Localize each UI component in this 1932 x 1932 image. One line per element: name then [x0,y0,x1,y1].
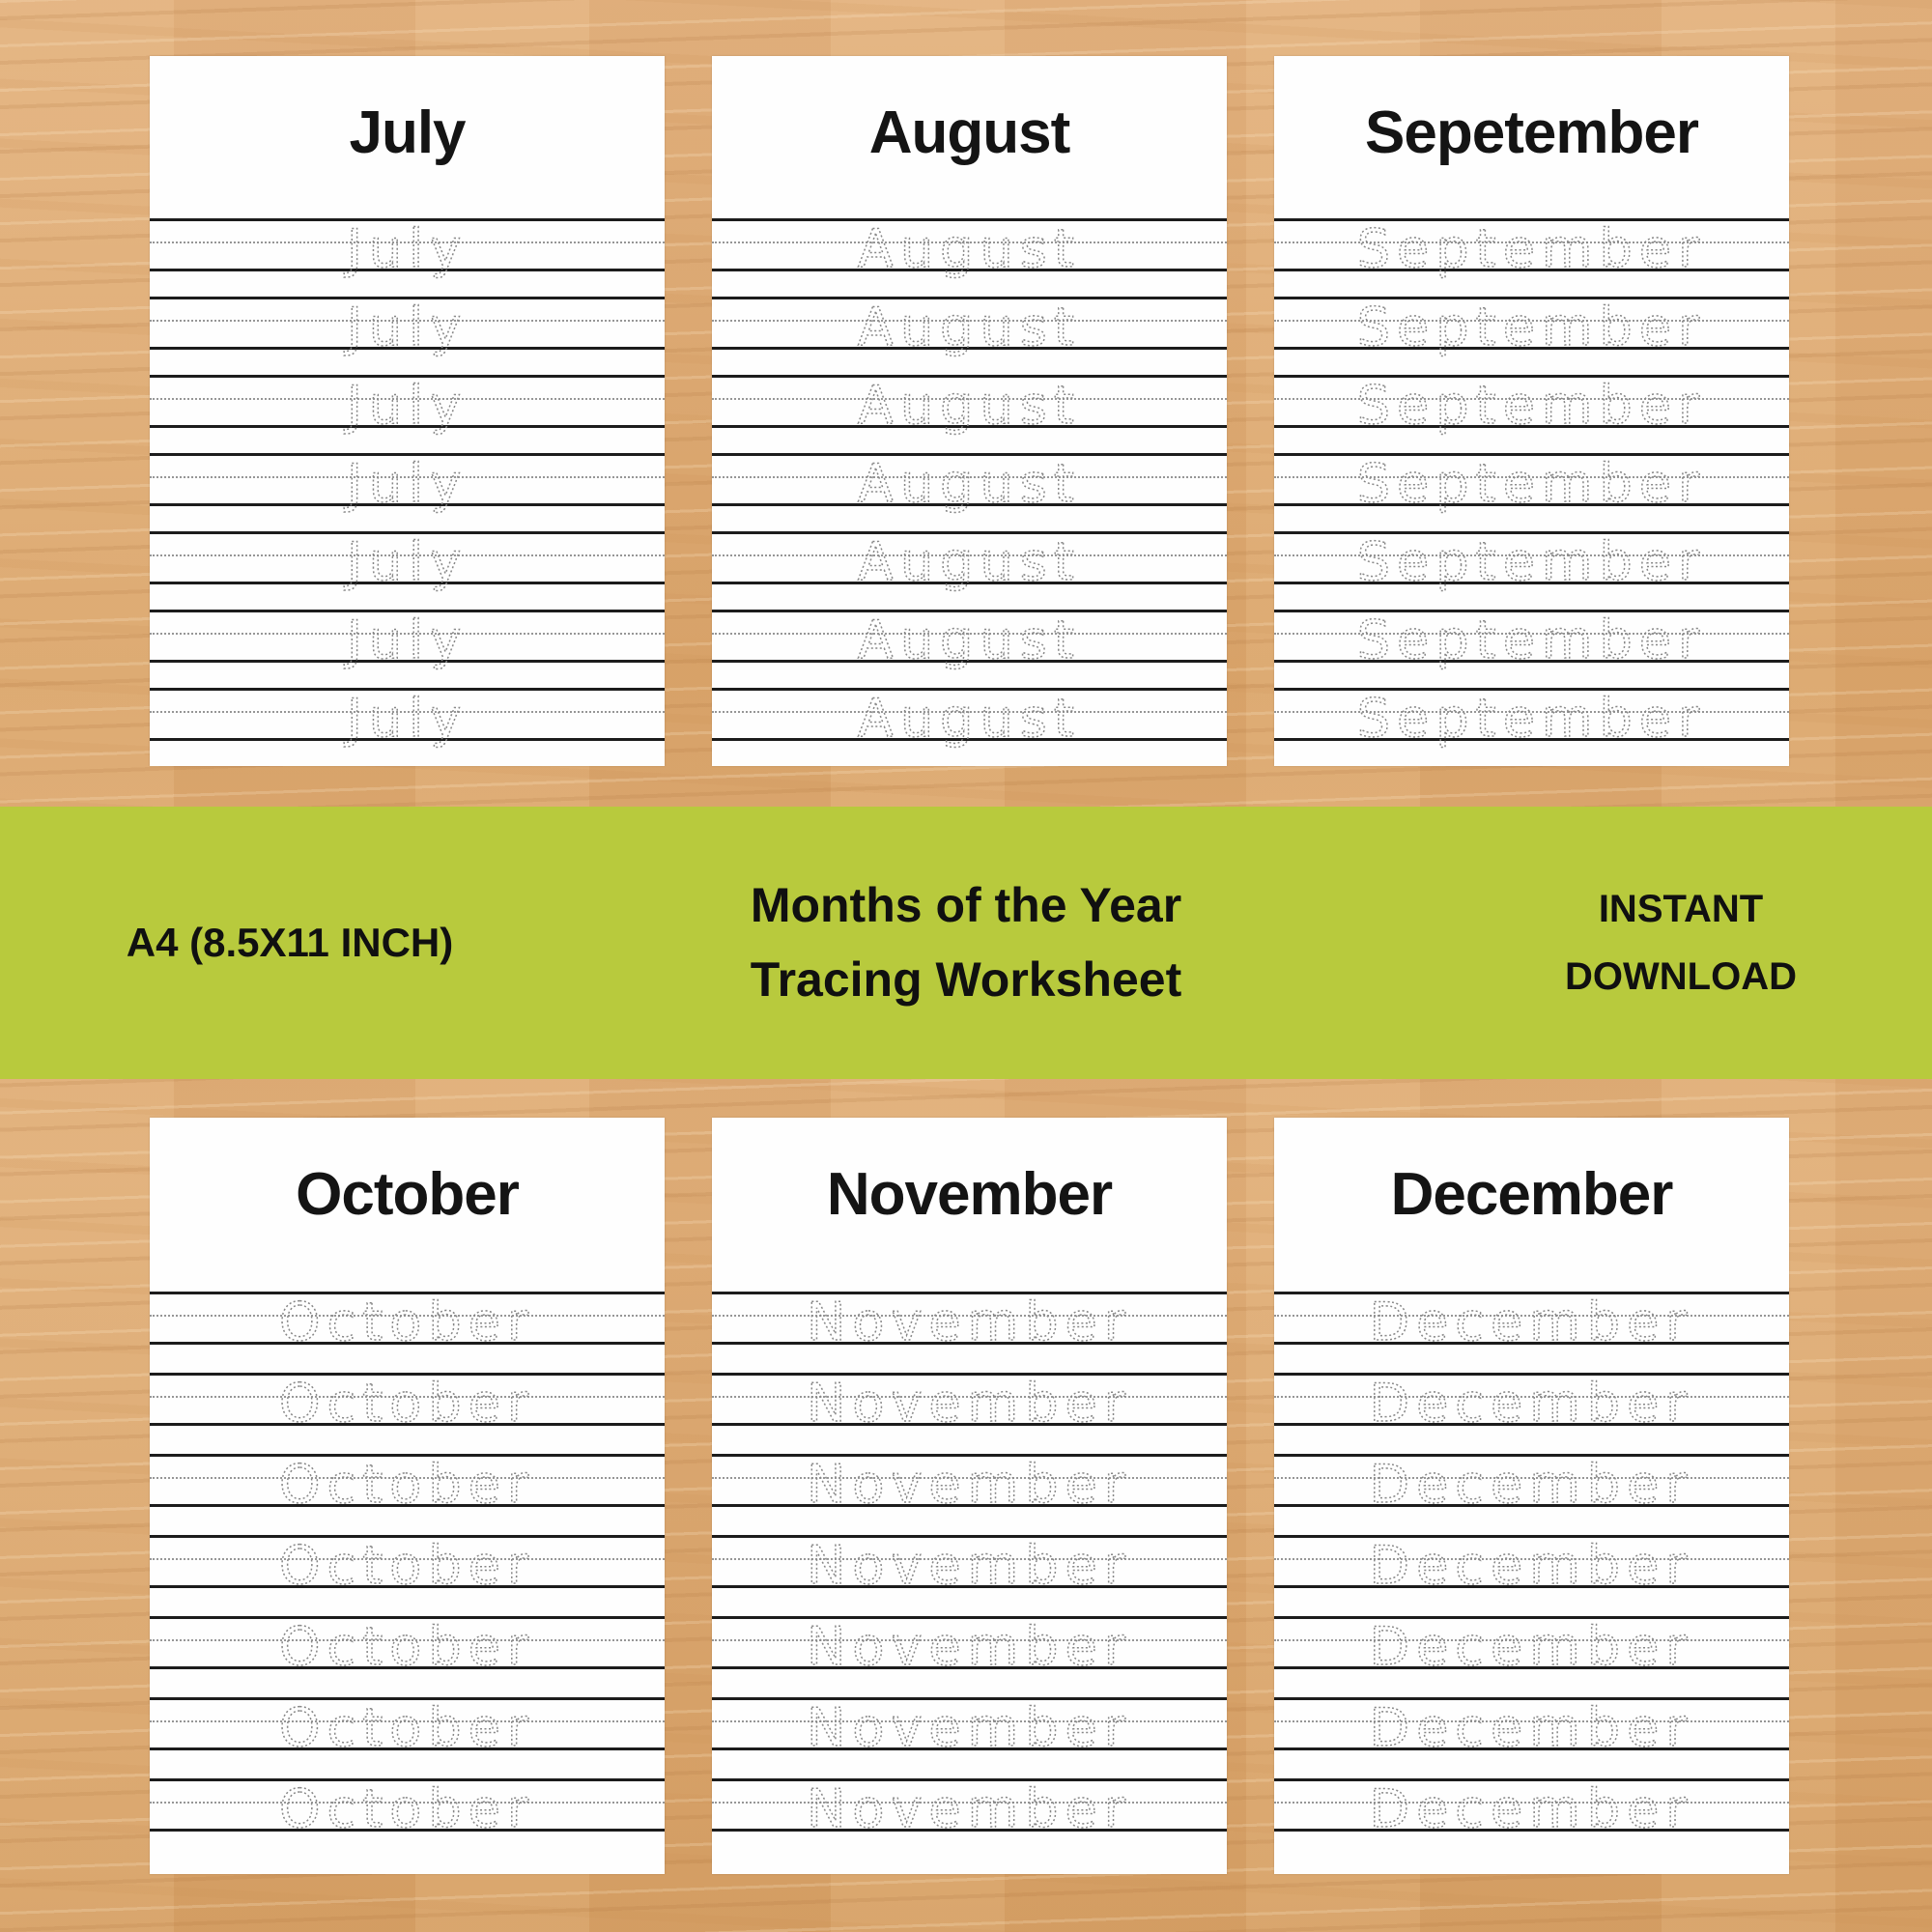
traced-word [150,531,665,592]
worksheet-page-july [150,56,665,766]
tracing-row [150,610,665,670]
svg-text:December: December [1369,1616,1694,1677]
svg-text:July: July [346,218,469,279]
tracing-row [150,453,665,514]
traced-word [1274,1535,1789,1596]
tracing-row [150,218,665,279]
svg-text:July: July [346,453,469,514]
traced-word [712,1778,1227,1839]
traced-word [712,375,1227,436]
tracing-row [712,1373,1227,1434]
traced-word [712,531,1227,592]
svg-text:December: December [1369,1373,1694,1434]
tracing-row [712,531,1227,592]
svg-text:December: December [1369,1697,1694,1758]
instant-download-label [1468,807,1893,1079]
traced-word [150,1373,665,1434]
tracing-row [712,1697,1227,1758]
traced-word [150,1535,665,1596]
svg-text:October: October [278,1373,536,1434]
traced-word [712,1616,1227,1677]
tracing-rows-july [150,218,665,766]
tracing-row [712,688,1227,749]
svg-text:October: October [278,1697,536,1758]
svg-text:August: August [858,610,1081,670]
traced-word [1274,1454,1789,1515]
tracing-rows-november [712,1292,1227,1860]
tracing-rows-september [1274,218,1789,766]
traced-word [150,688,665,749]
traced-word [150,453,665,514]
paper-size-text: A4 (8.5X11 INCH) [126,920,454,965]
traced-word [1274,297,1789,357]
svg-text:November: November [807,1778,1132,1839]
traced-word [712,218,1227,279]
tracing-row [1274,297,1789,357]
tracing-row [712,297,1227,357]
traced-word [1274,1697,1789,1758]
svg-text:October: October [278,1778,536,1839]
svg-text:July: July [346,610,469,670]
traced-word [1274,1373,1789,1434]
svg-text:October: October [278,1454,536,1515]
svg-text:December: December [1369,1454,1694,1515]
tracing-row [150,1697,665,1758]
traced-word [712,297,1227,357]
svg-text:November: November [807,1292,1132,1352]
tracing-row [150,1454,665,1515]
svg-text:September: September [1356,688,1707,749]
traced-word [712,1292,1227,1352]
instant-download-line-2: DOWNLOAD [1565,955,1797,998]
tracing-row [1274,1778,1789,1839]
svg-text:July: July [346,531,469,592]
tracing-row [1274,1454,1789,1515]
traced-word [150,297,665,357]
traced-word [1274,1292,1789,1352]
svg-text:November: November [807,1697,1132,1758]
tracing-row [1274,375,1789,436]
tracing-row [712,1454,1227,1515]
svg-text:July: July [346,297,469,357]
product-title-line-2: Tracing Worksheet [750,952,1182,1007]
svg-text:October: October [278,1535,536,1596]
svg-text:November: November [807,1616,1132,1677]
worksheet-page-september [1274,56,1789,766]
tracing-rows-august [712,218,1227,766]
traced-word [150,610,665,670]
month-title-december: December [1390,1161,1673,1228]
tracing-row [150,375,665,436]
svg-text:September: September [1356,218,1707,279]
traced-word [712,453,1227,514]
tracing-row [1274,688,1789,749]
month-title-november: November [826,1161,1113,1228]
tracing-row [150,1292,665,1352]
month-title-september: Sepetember [1365,99,1698,166]
tracing-row [1274,1616,1789,1677]
product-title-line-1: Months of the Year [750,877,1182,932]
traced-word [712,1454,1227,1515]
tracing-row [1274,218,1789,279]
tracing-row [1274,1697,1789,1758]
tracing-row [712,1535,1227,1596]
tracing-row [150,1778,665,1839]
traced-word [150,1454,665,1515]
tracing-row [150,1373,665,1434]
svg-text:December: December [1369,1535,1694,1596]
tracing-row [1274,1373,1789,1434]
tracing-rows-december [1274,1292,1789,1860]
worksheet-page-december [1274,1118,1789,1874]
svg-text:July: July [346,688,469,749]
traced-word [150,1292,665,1352]
tracing-row [1274,531,1789,592]
tracing-row [1274,453,1789,514]
traced-word [150,1697,665,1758]
traced-word [150,1778,665,1839]
tracing-row [712,218,1227,279]
product-title [570,807,1362,1079]
tracing-row [712,1616,1227,1677]
svg-text:September: September [1356,610,1707,670]
traced-word [1274,1616,1789,1677]
traced-word [1274,531,1789,592]
svg-text:November: November [807,1373,1132,1434]
svg-text:October: October [278,1616,536,1677]
svg-text:August: August [858,375,1081,436]
svg-text:December: December [1369,1292,1694,1352]
paper-size-label [58,807,522,1079]
svg-text:August: August [858,218,1081,279]
traced-word [1274,453,1789,514]
traced-word [712,688,1227,749]
instant-download-line-1: INSTANT [1598,888,1764,930]
svg-text:September: September [1356,375,1707,436]
tracing-row [1274,610,1789,670]
svg-text:November: November [807,1454,1132,1515]
svg-text:July: July [346,375,469,436]
worksheet-page-november [712,1118,1227,1874]
tracing-row [150,688,665,749]
traced-word [712,1697,1227,1758]
traced-word [1274,610,1789,670]
tracing-row [1274,1535,1789,1596]
tracing-rows-october [150,1292,665,1860]
traced-word [712,1535,1227,1596]
traced-word [150,1616,665,1677]
traced-word [712,1373,1227,1434]
tracing-row [712,610,1227,670]
worksheet-page-august [712,56,1227,766]
tracing-row [712,1292,1227,1352]
worksheet-page-october [150,1118,665,1874]
traced-word [150,375,665,436]
month-title-july: July [349,99,466,166]
traced-word [1274,688,1789,749]
info-banner [0,807,1932,1079]
traced-word [1274,375,1789,436]
svg-text:August: August [858,297,1081,357]
tracing-row [150,1616,665,1677]
tracing-row [712,375,1227,436]
traced-word [1274,218,1789,279]
traced-word [1274,1778,1789,1839]
traced-word [150,218,665,279]
svg-text:August: August [858,688,1081,749]
tracing-row [712,1778,1227,1839]
svg-text:December: December [1369,1778,1694,1839]
tracing-row [150,531,665,592]
month-title-august: August [868,99,1070,166]
svg-text:November: November [807,1535,1132,1596]
svg-text:August: August [858,453,1081,514]
traced-word [712,610,1227,670]
svg-text:September: September [1356,531,1707,592]
tracing-row [1274,1292,1789,1352]
svg-text:August: August [858,531,1081,592]
tracing-row [150,1535,665,1596]
svg-text:September: September [1356,453,1707,514]
month-title-october: October [296,1161,519,1228]
tracing-row [712,453,1227,514]
svg-text:September: September [1356,297,1707,357]
svg-text:October: October [278,1292,536,1352]
tracing-row [150,297,665,357]
